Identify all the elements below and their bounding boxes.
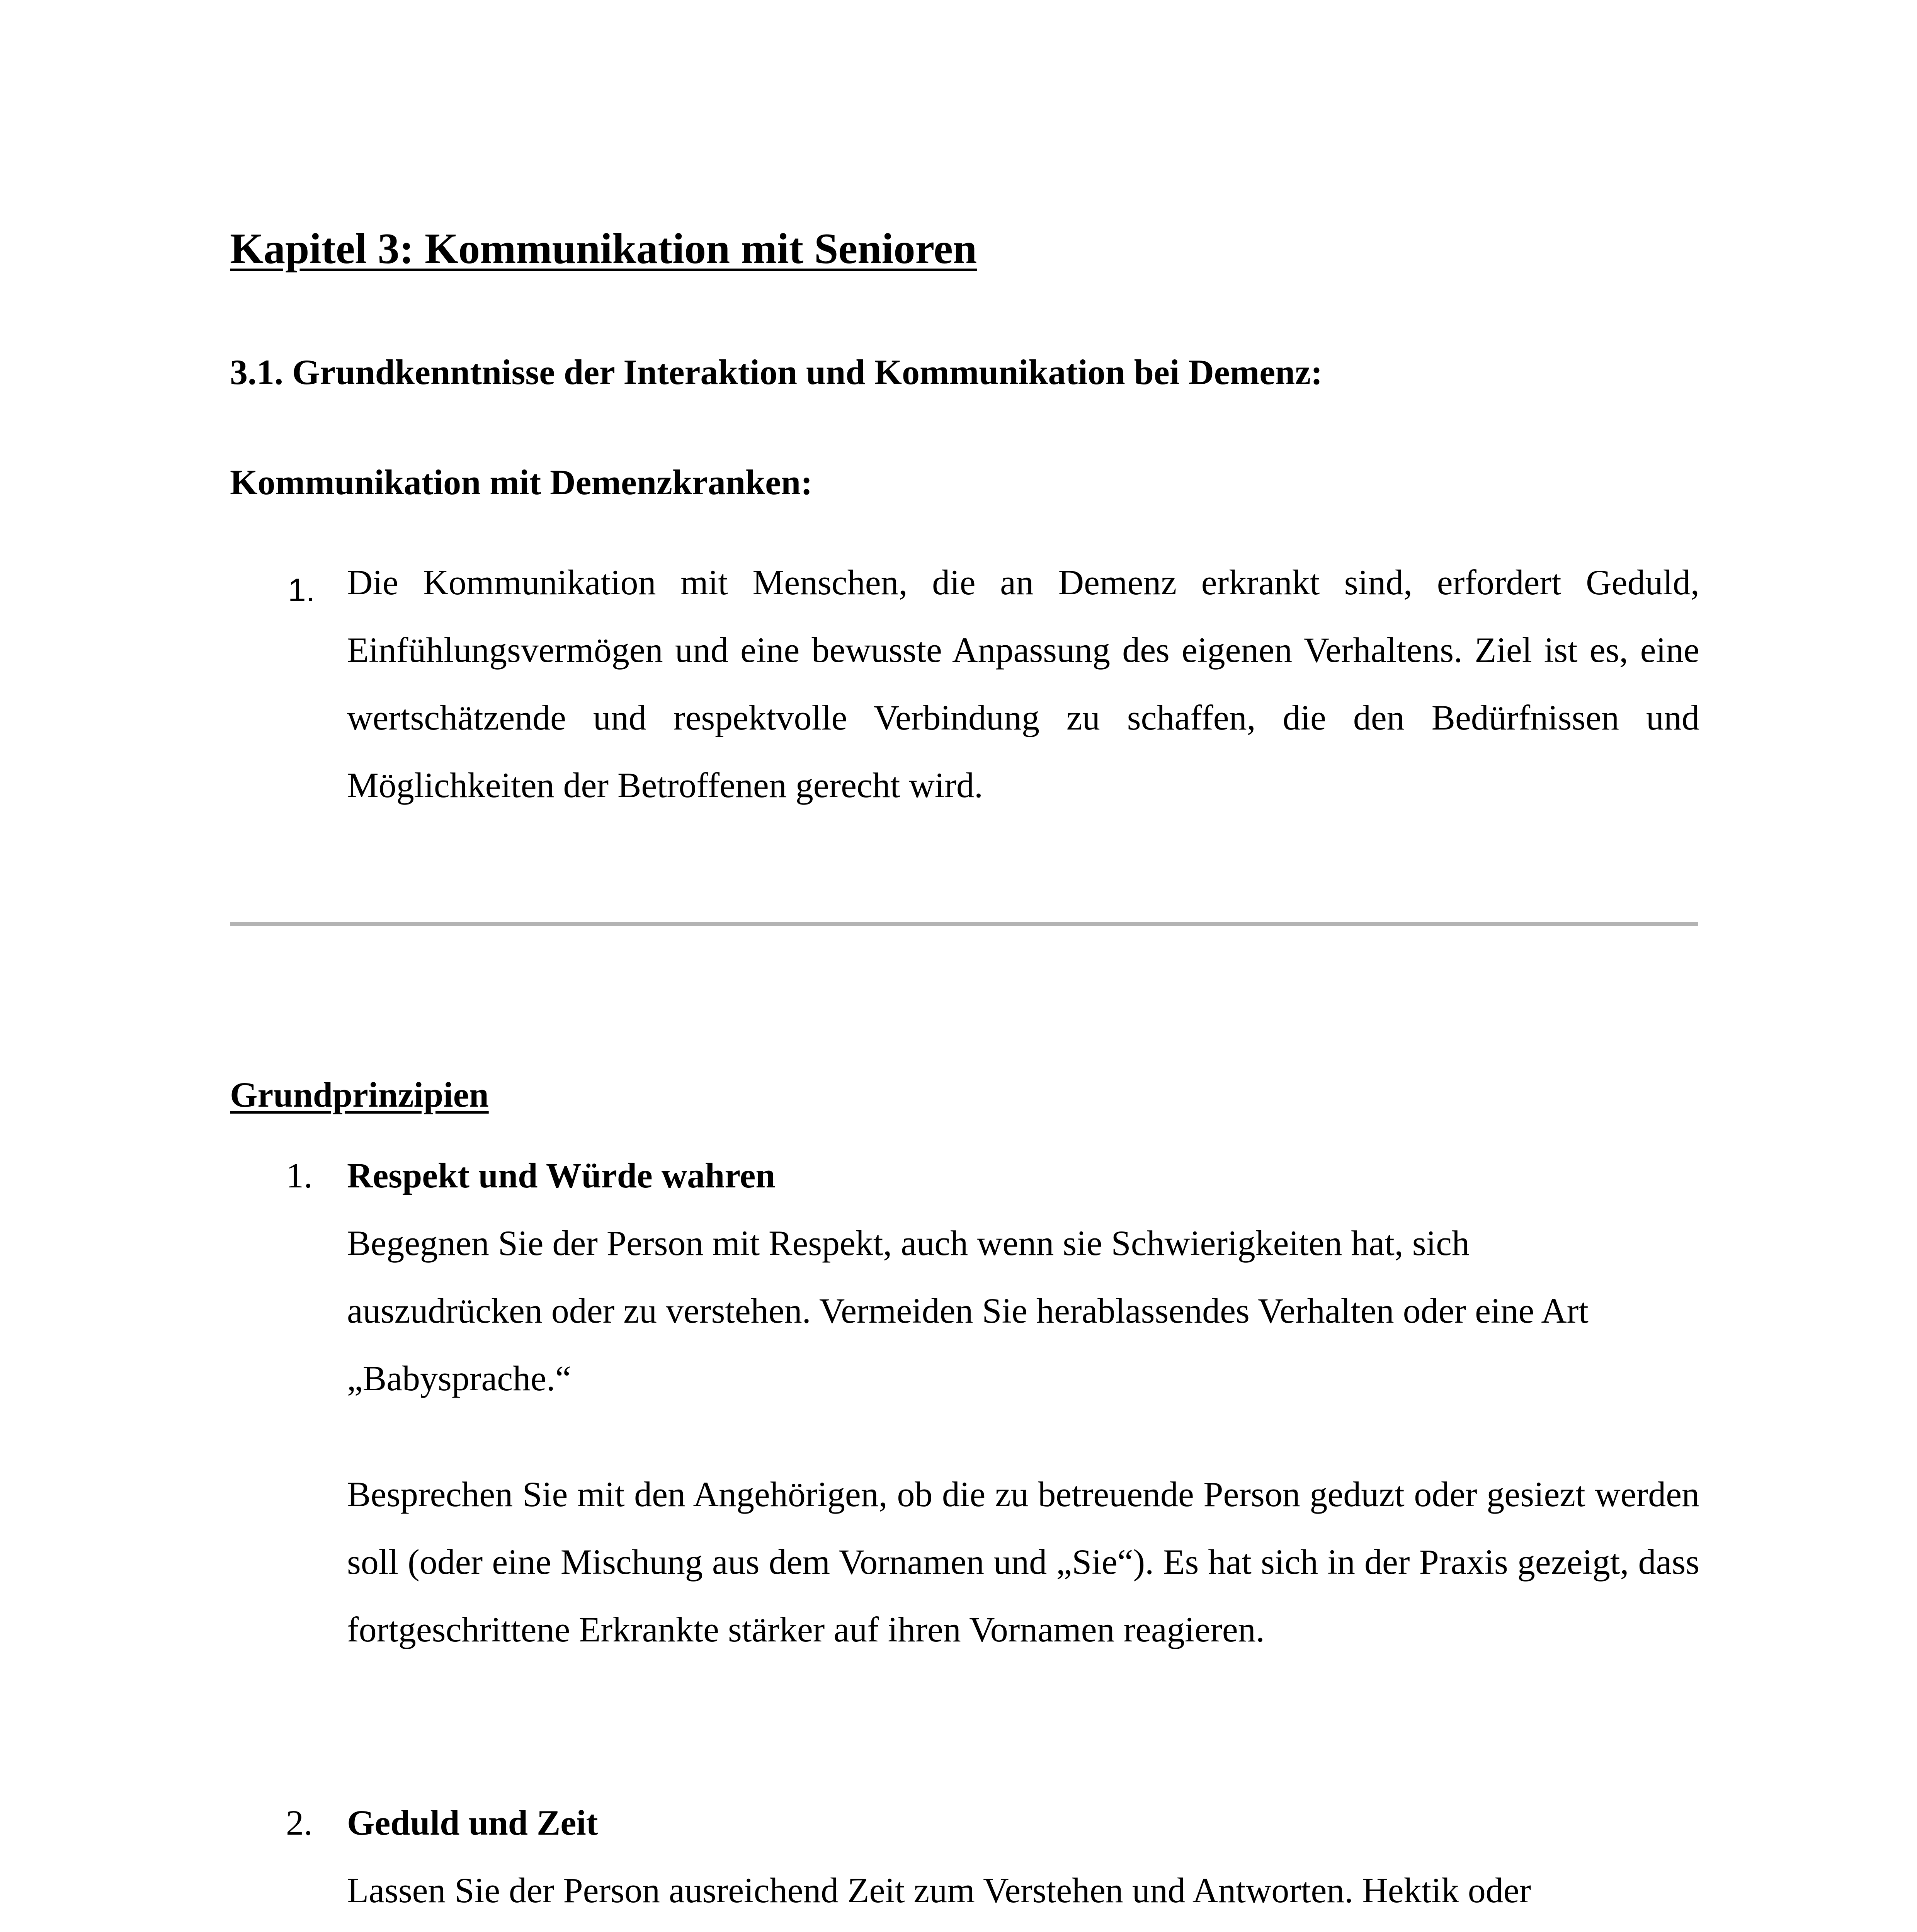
principle-paragraph: Begegnen Sie der Person mit Respekt, auch wenn sie Schwierigkeiten hat, sich auszudrücken oder zu verstehen. Vermeiden Sie herablassendes Verhalten oder eine Art „Babysprache.“: [347, 1223, 1589, 1398]
principle-title: Geduld und Zeit: [347, 1803, 598, 1842]
chapter-title: Kapitel 3: Kommunikation mit Senioren: [230, 225, 977, 273]
principle-number: 2.: [286, 1803, 313, 1842]
principle-number: 1.: [286, 1156, 313, 1195]
subsection-heading: Kommunikation mit Demenzkranken:: [230, 463, 813, 502]
section-heading: 3.1. Grundkenntnisse der Interaktion und Kommunikation bei Demenz:: [230, 352, 1323, 392]
principles-heading: Grundprinzipien: [230, 1075, 489, 1114]
intro-item-text: Die Kommunikation mit Menschen, die an Demenz erkrankt sind, erfordert Geduld, Einfühlungsvermögen und eine bewusste Anpassung des eigenen Verhaltens. Ziel ist es, eine wertschätzende und respektvolle Verbindung zu schaffen, die den Bedürfnissen und Möglichkeiten der Betroffenen gerecht wird.: [347, 563, 1699, 805]
principle-title: Respekt und Würde wahren: [347, 1156, 776, 1195]
section-divider: [230, 922, 1698, 926]
principle-paragraph: Besprechen Sie mit den Angehörigen, ob die zu betreuende Person geduzt oder gesiezt werden soll (oder eine Mischung aus dem Vornamen und „Sie“). Es hat sich in der Praxis gezeigt, dass fortgeschrittene Erkrankte stärker auf ihren Vornamen reagieren.: [347, 1475, 1699, 1649]
principle-paragraph: Lassen Sie der Person ausreichend Zeit zum Verstehen und Antworten. Hektik oder: [347, 1871, 1531, 1910]
intro-item-number: 1.: [288, 572, 315, 608]
